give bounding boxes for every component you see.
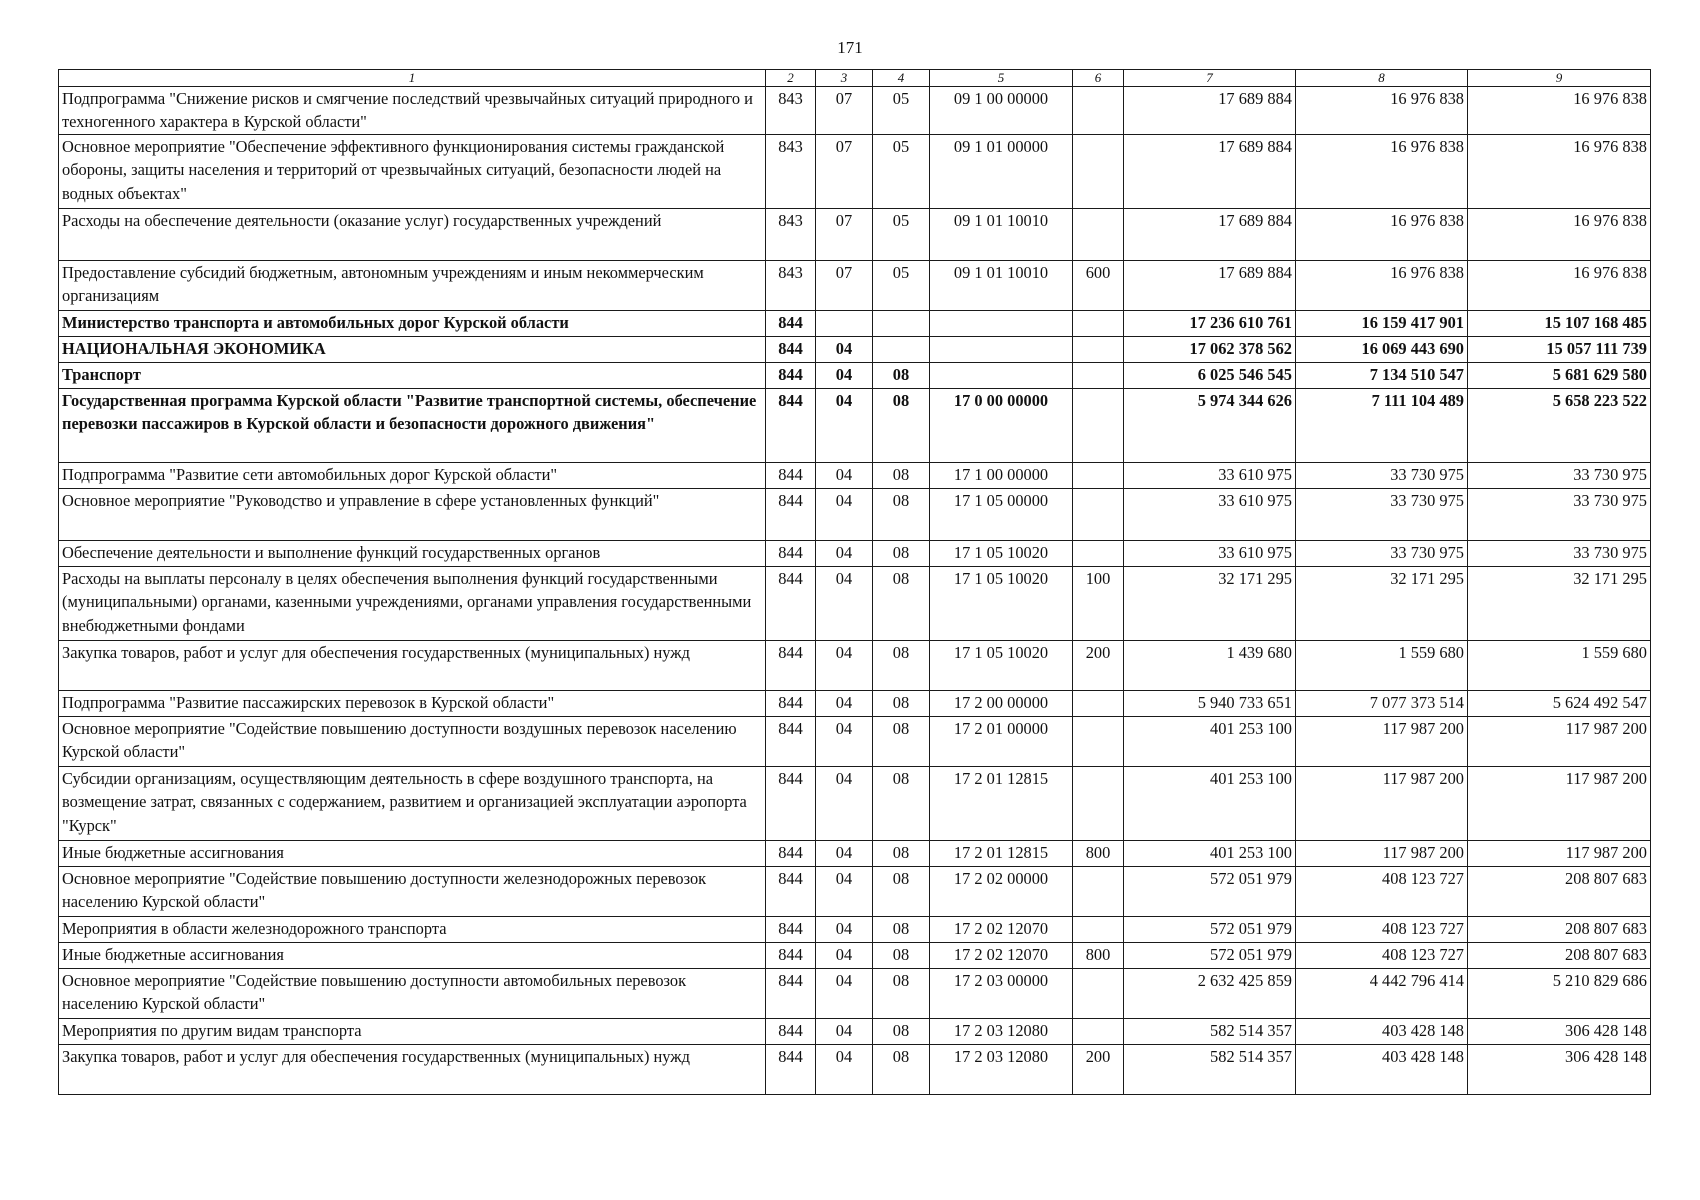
section-code-cell: 07 — [816, 209, 873, 261]
expense-type-cell — [1073, 489, 1124, 541]
expense-type-cell: 200 — [1073, 1045, 1124, 1095]
admin-code-cell: 843 — [766, 87, 816, 135]
expense-type-cell — [1073, 463, 1124, 489]
section-code-cell: 04 — [816, 917, 873, 943]
admin-code-cell: 844 — [766, 917, 816, 943]
amount-col7-cell: 17 062 378 562 — [1124, 337, 1296, 363]
subsection-code-cell: 08 — [873, 489, 930, 541]
amount-col9-cell: 15 107 168 485 — [1468, 311, 1651, 337]
expense-type-cell — [1073, 541, 1124, 567]
subsection-code-cell: 08 — [873, 917, 930, 943]
table-row — [59, 717, 1651, 767]
admin-code-cell: 844 — [766, 363, 816, 389]
section-code-cell: 04 — [816, 363, 873, 389]
expense-type-cell — [1073, 311, 1124, 337]
target-article-cell: 17 2 03 12080 — [930, 1019, 1073, 1045]
amount-col8-cell: 33 730 975 — [1296, 463, 1468, 489]
amount-col7-cell: 2 632 425 859 — [1124, 969, 1296, 1019]
expense-type-cell: 800 — [1073, 841, 1124, 867]
amount-col8-cell: 16 976 838 — [1296, 135, 1468, 209]
amount-col9-cell: 5 681 629 580 — [1468, 363, 1651, 389]
expense-type-cell — [1073, 767, 1124, 841]
expense-type-cell: 800 — [1073, 943, 1124, 969]
section-code-cell: 07 — [816, 135, 873, 209]
amount-col8-cell: 16 976 838 — [1296, 261, 1468, 311]
amount-col8-cell: 403 428 148 — [1296, 1045, 1468, 1095]
admin-code-cell: 844 — [766, 969, 816, 1019]
target-article-cell: 17 0 00 00000 — [930, 389, 1073, 463]
amount-col7-cell: 582 514 357 — [1124, 1019, 1296, 1045]
admin-code-cell: 844 — [766, 717, 816, 767]
section-code-cell: 04 — [816, 691, 873, 717]
table-row — [59, 917, 1651, 943]
budget-table — [58, 69, 1651, 1095]
amount-col9-cell: 16 976 838 — [1468, 135, 1651, 209]
row-name-cell: Мероприятия в области железнодорожного транспорта — [59, 917, 766, 943]
amount-col8-cell: 7 111 104 489 — [1296, 389, 1468, 463]
amount-col7-cell: 572 051 979 — [1124, 867, 1296, 917]
amount-col7-cell: 5 974 344 626 — [1124, 389, 1296, 463]
row-name-cell: Основное мероприятие "Содействие повышению доступности железнодорожных перевозок населению Курской области" — [59, 867, 766, 917]
admin-code-cell: 844 — [766, 389, 816, 463]
expense-type-cell — [1073, 363, 1124, 389]
table-row — [59, 337, 1651, 363]
amount-col9-cell: 208 807 683 — [1468, 943, 1651, 969]
amount-col9-cell: 16 976 838 — [1468, 261, 1651, 311]
target-article-cell: 17 2 03 00000 — [930, 969, 1073, 1019]
amount-col7-cell: 401 253 100 — [1124, 767, 1296, 841]
expense-type-cell — [1073, 135, 1124, 209]
row-name-cell: Основное мероприятие "Руководство и управление в сфере установленных функций" — [59, 489, 766, 541]
amount-col8-cell: 117 987 200 — [1296, 841, 1468, 867]
amount-col9-cell: 5 624 492 547 — [1468, 691, 1651, 717]
table-row — [59, 691, 1651, 717]
section-code-cell: 04 — [816, 389, 873, 463]
table-row — [59, 463, 1651, 489]
amount-col7-cell: 32 171 295 — [1124, 567, 1296, 641]
expense-type-cell — [1073, 717, 1124, 767]
column-number: 3 — [816, 70, 873, 87]
row-name-cell: Транспорт — [59, 363, 766, 389]
row-name-cell: Расходы на выплаты персоналу в целях обеспечения выполнения функций государственными (муниципальными) органами, казенными учреждениями, органами управления государственными внебюджетными фондами — [59, 567, 766, 641]
admin-code-cell: 843 — [766, 261, 816, 311]
column-number: 9 — [1468, 70, 1651, 87]
table-row — [59, 389, 1651, 463]
expense-type-cell — [1073, 87, 1124, 135]
target-article-cell — [930, 337, 1073, 363]
section-code-cell: 07 — [816, 87, 873, 135]
row-name-cell: Закупка товаров, работ и услуг для обеспечения государственных (муниципальных) нужд — [59, 1045, 766, 1095]
subsection-code-cell: 08 — [873, 1045, 930, 1095]
admin-code-cell: 844 — [766, 311, 816, 337]
column-number: 4 — [873, 70, 930, 87]
target-article-cell: 09 1 01 10010 — [930, 261, 1073, 311]
subsection-code-cell: 05 — [873, 261, 930, 311]
admin-code-cell: 844 — [766, 567, 816, 641]
row-name-cell: Закупка товаров, работ и услуг для обеспечения государственных (муниципальных) нужд — [59, 641, 766, 691]
amount-col9-cell: 33 730 975 — [1468, 463, 1651, 489]
amount-col9-cell: 33 730 975 — [1468, 489, 1651, 541]
target-article-cell: 17 1 00 00000 — [930, 463, 1073, 489]
row-name-cell: Подпрограмма "Развитие пассажирских перевозок в Курской области" — [59, 691, 766, 717]
subsection-code-cell: 08 — [873, 867, 930, 917]
amount-col7-cell: 33 610 975 — [1124, 489, 1296, 541]
section-code-cell: 04 — [816, 1045, 873, 1095]
target-article-cell: 17 2 02 00000 — [930, 867, 1073, 917]
target-article-cell: 17 1 05 10020 — [930, 641, 1073, 691]
amount-col7-cell: 582 514 357 — [1124, 1045, 1296, 1095]
amount-col7-cell: 33 610 975 — [1124, 463, 1296, 489]
section-code-cell: 04 — [816, 841, 873, 867]
table-row — [59, 1019, 1651, 1045]
amount-col9-cell: 33 730 975 — [1468, 541, 1651, 567]
section-code-cell: 04 — [816, 463, 873, 489]
amount-col7-cell: 6 025 546 545 — [1124, 363, 1296, 389]
target-article-cell: 09 1 00 00000 — [930, 87, 1073, 135]
admin-code-cell: 844 — [766, 867, 816, 917]
section-code-cell: 04 — [816, 717, 873, 767]
row-name-cell: Подпрограмма "Развитие сети автомобильных дорог Курской области" — [59, 463, 766, 489]
section-code-cell: 04 — [816, 489, 873, 541]
column-number: 8 — [1296, 70, 1468, 87]
target-article-cell: 17 2 02 12070 — [930, 943, 1073, 969]
amount-col7-cell: 17 689 884 — [1124, 87, 1296, 135]
target-article-cell: 17 1 05 10020 — [930, 541, 1073, 567]
amount-col9-cell: 306 428 148 — [1468, 1019, 1651, 1045]
amount-col7-cell: 33 610 975 — [1124, 541, 1296, 567]
table-row — [59, 767, 1651, 841]
admin-code-cell: 844 — [766, 489, 816, 541]
amount-col9-cell: 208 807 683 — [1468, 917, 1651, 943]
row-name-cell: Иные бюджетные ассигнования — [59, 841, 766, 867]
admin-code-cell: 844 — [766, 541, 816, 567]
expense-type-cell — [1073, 1019, 1124, 1045]
subsection-code-cell: 05 — [873, 135, 930, 209]
row-name-cell: НАЦИОНАЛЬНАЯ ЭКОНОМИКА — [59, 337, 766, 363]
amount-col9-cell: 306 428 148 — [1468, 1045, 1651, 1095]
admin-code-cell: 844 — [766, 337, 816, 363]
subsection-code-cell: 08 — [873, 363, 930, 389]
target-article-cell — [930, 311, 1073, 337]
column-number: 7 — [1124, 70, 1296, 87]
expense-type-cell — [1073, 969, 1124, 1019]
amount-col7-cell: 5 940 733 651 — [1124, 691, 1296, 717]
section-code-cell: 04 — [816, 767, 873, 841]
target-article-cell: 17 2 03 12080 — [930, 1045, 1073, 1095]
amount-col7-cell: 1 439 680 — [1124, 641, 1296, 691]
amount-col9-cell: 1 559 680 — [1468, 641, 1651, 691]
amount-col9-cell: 208 807 683 — [1468, 867, 1651, 917]
target-article-cell: 17 2 01 00000 — [930, 717, 1073, 767]
target-article-cell — [930, 363, 1073, 389]
subsection-code-cell: 08 — [873, 717, 930, 767]
subsection-code-cell: 08 — [873, 841, 930, 867]
table-row — [59, 969, 1651, 1019]
table-row — [59, 363, 1651, 389]
table-body — [59, 87, 1651, 1095]
admin-code-cell: 844 — [766, 841, 816, 867]
expense-type-cell: 600 — [1073, 261, 1124, 311]
row-name-cell: Министерство транспорта и автомобильных дорог Курской области — [59, 311, 766, 337]
table-row — [59, 135, 1651, 209]
admin-code-cell: 844 — [766, 1019, 816, 1045]
target-article-cell: 17 2 01 12815 — [930, 767, 1073, 841]
table-row — [59, 489, 1651, 541]
row-name-cell: Основное мероприятие "Обеспечение эффективного функционирования системы гражданской обороны, защиты населения и территорий от чрезвычайных ситуаций, безопасности людей на водных объектах" — [59, 135, 766, 209]
amount-col8-cell: 403 428 148 — [1296, 1019, 1468, 1045]
amount-col9-cell: 32 171 295 — [1468, 567, 1651, 641]
table-row — [59, 943, 1651, 969]
section-code-cell: 04 — [816, 1019, 873, 1045]
table-row — [59, 541, 1651, 567]
amount-col9-cell: 117 987 200 — [1468, 717, 1651, 767]
expense-type-cell — [1073, 337, 1124, 363]
row-name-cell: Основное мероприятие "Содействие повышению доступности воздушных перевозок населению Курской области" — [59, 717, 766, 767]
subsection-code-cell: 08 — [873, 463, 930, 489]
expense-type-cell — [1073, 867, 1124, 917]
row-name-cell: Мероприятия по другим видам транспорта — [59, 1019, 766, 1045]
table-row — [59, 311, 1651, 337]
amount-col8-cell: 408 123 727 — [1296, 943, 1468, 969]
row-name-cell: Иные бюджетные ассигнования — [59, 943, 766, 969]
amount-col7-cell: 572 051 979 — [1124, 943, 1296, 969]
amount-col8-cell: 7 134 510 547 — [1296, 363, 1468, 389]
table-row — [59, 209, 1651, 261]
section-code-cell: 04 — [816, 567, 873, 641]
target-article-cell: 17 2 00 00000 — [930, 691, 1073, 717]
section-code-cell: 04 — [816, 943, 873, 969]
amount-col8-cell: 7 077 373 514 — [1296, 691, 1468, 717]
admin-code-cell: 843 — [766, 135, 816, 209]
section-code-cell: 04 — [816, 969, 873, 1019]
row-name-cell: Основное мероприятие "Содействие повышению доступности автомобильных перевозок населению Курской области" — [59, 969, 766, 1019]
section-code-cell: 04 — [816, 867, 873, 917]
subsection-code-cell: 05 — [873, 87, 930, 135]
amount-col9-cell: 16 976 838 — [1468, 87, 1651, 135]
target-article-cell: 09 1 01 10010 — [930, 209, 1073, 261]
subsection-code-cell: 08 — [873, 1019, 930, 1045]
admin-code-cell: 844 — [766, 943, 816, 969]
row-name-cell: Обеспечение деятельности и выполнение функций государственных органов — [59, 541, 766, 567]
subsection-code-cell: 08 — [873, 389, 930, 463]
subsection-code-cell — [873, 311, 930, 337]
column-number-row — [59, 70, 1651, 87]
subsection-code-cell: 05 — [873, 209, 930, 261]
section-code-cell: 07 — [816, 261, 873, 311]
row-name-cell: Субсидии организациям, осуществляющим деятельность в сфере воздушного транспорта, на возмещение затрат, связанных с содержанием, развитием и организацией эксплуатации аэропорта "Курск" — [59, 767, 766, 841]
amount-col8-cell: 16 976 838 — [1296, 209, 1468, 261]
expense-type-cell: 200 — [1073, 641, 1124, 691]
subsection-code-cell: 08 — [873, 691, 930, 717]
table-row — [59, 1045, 1651, 1095]
amount-col9-cell: 15 057 111 739 — [1468, 337, 1651, 363]
amount-col7-cell: 17 689 884 — [1124, 135, 1296, 209]
amount-col9-cell: 117 987 200 — [1468, 767, 1651, 841]
expense-type-cell — [1073, 209, 1124, 261]
subsection-code-cell: 08 — [873, 641, 930, 691]
admin-code-cell: 844 — [766, 767, 816, 841]
amount-col8-cell: 16 159 417 901 — [1296, 311, 1468, 337]
table-row — [59, 841, 1651, 867]
section-code-cell: 04 — [816, 641, 873, 691]
subsection-code-cell: 08 — [873, 767, 930, 841]
target-article-cell: 17 2 01 12815 — [930, 841, 1073, 867]
column-number: 2 — [766, 70, 816, 87]
table-row — [59, 261, 1651, 311]
amount-col8-cell: 32 171 295 — [1296, 567, 1468, 641]
amount-col8-cell: 16 976 838 — [1296, 87, 1468, 135]
amount-col8-cell: 4 442 796 414 — [1296, 969, 1468, 1019]
amount-col8-cell: 1 559 680 — [1296, 641, 1468, 691]
amount-col8-cell: 117 987 200 — [1296, 767, 1468, 841]
amount-col7-cell: 401 253 100 — [1124, 717, 1296, 767]
target-article-cell: 09 1 01 00000 — [930, 135, 1073, 209]
row-name-cell: Государственная программа Курской области "Развитие транспортной системы, обеспечение перевозки пассажиров в Курской области и безопасности дорожного движения" — [59, 389, 766, 463]
subsection-code-cell: 08 — [873, 541, 930, 567]
admin-code-cell: 843 — [766, 209, 816, 261]
table-row — [59, 87, 1651, 135]
expense-type-cell — [1073, 389, 1124, 463]
section-code-cell: 04 — [816, 337, 873, 363]
subsection-code-cell: 08 — [873, 567, 930, 641]
amount-col8-cell: 408 123 727 — [1296, 867, 1468, 917]
expense-type-cell — [1073, 917, 1124, 943]
expense-type-cell: 100 — [1073, 567, 1124, 641]
row-name-cell: Подпрограмма "Снижение рисков и смягчение последствий чрезвычайных ситуаций природного и техногенного характера в Курской области" — [59, 87, 766, 135]
amount-col7-cell: 17 689 884 — [1124, 261, 1296, 311]
amount-col8-cell: 33 730 975 — [1296, 541, 1468, 567]
admin-code-cell: 844 — [766, 1045, 816, 1095]
column-number: 5 — [930, 70, 1073, 87]
subsection-code-cell — [873, 337, 930, 363]
column-number: 6 — [1073, 70, 1124, 87]
amount-col7-cell: 572 051 979 — [1124, 917, 1296, 943]
table-row — [59, 867, 1651, 917]
expense-type-cell — [1073, 691, 1124, 717]
amount-col8-cell: 408 123 727 — [1296, 917, 1468, 943]
target-article-cell: 17 1 05 00000 — [930, 489, 1073, 541]
admin-code-cell: 844 — [766, 463, 816, 489]
amount-col8-cell: 117 987 200 — [1296, 717, 1468, 767]
target-article-cell: 17 2 02 12070 — [930, 917, 1073, 943]
amount-col8-cell: 33 730 975 — [1296, 489, 1468, 541]
row-name-cell: Предоставление субсидий бюджетным, автономным учреждениям и иным некоммерческим организациям — [59, 261, 766, 311]
amount-col9-cell: 5 658 223 522 — [1468, 389, 1651, 463]
page-number: 171 — [837, 38, 863, 57]
amount-col7-cell: 17 689 884 — [1124, 209, 1296, 261]
amount-col7-cell: 17 236 610 761 — [1124, 311, 1296, 337]
amount-col8-cell: 16 069 443 690 — [1296, 337, 1468, 363]
subsection-code-cell: 08 — [873, 969, 930, 1019]
section-code-cell: 04 — [816, 541, 873, 567]
table-row — [59, 567, 1651, 641]
target-article-cell: 17 1 05 10020 — [930, 567, 1073, 641]
amount-col9-cell: 5 210 829 686 — [1468, 969, 1651, 1019]
admin-code-cell: 844 — [766, 691, 816, 717]
amount-col7-cell: 401 253 100 — [1124, 841, 1296, 867]
amount-col9-cell: 117 987 200 — [1468, 841, 1651, 867]
amount-col9-cell: 16 976 838 — [1468, 209, 1651, 261]
subsection-code-cell: 08 — [873, 943, 930, 969]
row-name-cell: Расходы на обеспечение деятельности (оказание услуг) государственных учреждений — [59, 209, 766, 261]
section-code-cell — [816, 311, 873, 337]
column-number: 1 — [59, 70, 766, 87]
table-row — [59, 641, 1651, 691]
admin-code-cell: 844 — [766, 641, 816, 691]
